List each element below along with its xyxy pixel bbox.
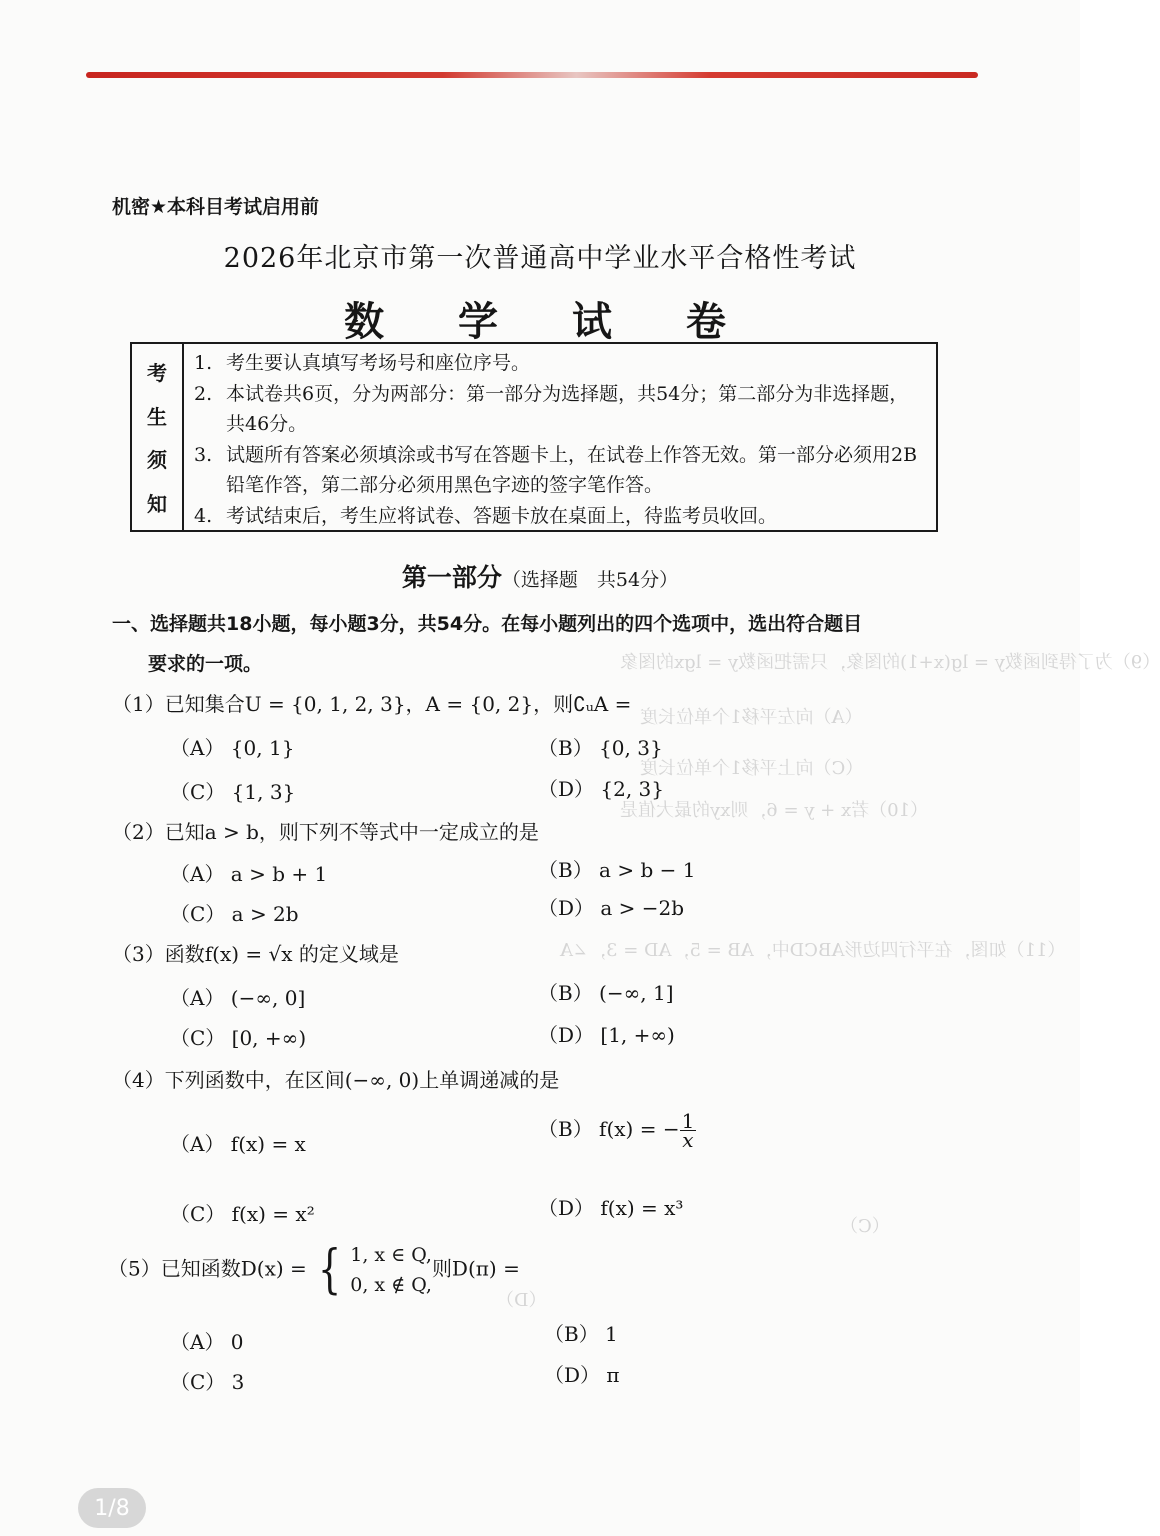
show-through-text: （11）如图，在平行四边形ABCD中，AB = 5，AD = 3，∠A <box>560 940 1066 961</box>
confidential-label: 机密★本科目考试启用前 <box>112 196 320 218</box>
notice-item: 1. 考生要认真填写考场号和座位序号。 <box>194 352 531 374</box>
show-through-text: （C） <box>840 1216 890 1237</box>
question-3: （3）函数f(x) = √x 的定义域是 <box>112 942 399 966</box>
show-through-text: （9）为了得到函数y = lg(x+1)的图象，只需把函数y = lgx的图象 <box>620 652 1160 673</box>
option-a: （A） f(x) = x <box>170 1132 306 1156</box>
option-b: （B） 1 <box>544 1322 618 1346</box>
notice-label-char: 知 <box>147 491 167 516</box>
question-5: （5）已知函数D(x) = { 1, x ∈ Q, 0, x ∉ Q, 则D(π) = <box>108 1240 520 1300</box>
option-d: （D） a > −2b <box>538 896 685 920</box>
page-indicator[interactable]: 1/8 <box>78 1488 146 1528</box>
question-4: （4）下列函数中，在区间(−∞, 0)上单调递减的是 <box>112 1068 560 1092</box>
show-through-text: （A）向左平移1个单位长度 <box>640 707 863 728</box>
option-a: （A） a > b + 1 <box>170 862 328 886</box>
option-c: （C） f(x) = x² <box>170 1202 315 1226</box>
brace-glyph: { <box>318 1240 342 1300</box>
option-d: （D） π <box>544 1363 620 1387</box>
subject-title: 数 学 试 卷 <box>344 299 756 345</box>
option-a: （A） (−∞, 0] <box>170 986 306 1010</box>
option-a: （A） 0 <box>170 1330 244 1354</box>
part-one-title: 第一部分（选择题 共54分） <box>401 563 679 592</box>
question-1: （1）已知集合U = {0, 1, 2, 3}，A = {0, 2}，则∁ᵤA = <box>112 692 632 716</box>
option-b: （B） {0, 3} <box>538 736 663 760</box>
option-c: （C） {1, 3} <box>170 780 296 804</box>
show-through-text: （D） <box>496 1290 547 1311</box>
notice-item: 2. 本试卷共6页，分为两部分：第一部分为选择题，共54分；第二部分为非选择题，共46分。 <box>194 382 909 435</box>
piecewise-function: { 1, x ∈ Q, 0, x ∉ Q, <box>318 1240 432 1300</box>
red-header-line <box>86 72 978 78</box>
option-b: （B） (−∞, 1] <box>538 981 674 1005</box>
notice-item: 4. 考试结束后，考生应将试卷、答题卡放在桌面上，待监考员收回。 <box>194 504 778 527</box>
option-a: （A） {0, 1} <box>170 736 295 760</box>
notice-items <box>184 344 936 530</box>
option-c: （C） a > 2b <box>170 902 299 926</box>
option-b: （B） f(x) = − $\frac{1}{x}$ <box>538 1109 695 1152</box>
notice-label-char: 生 <box>147 404 167 429</box>
notice-label-char: 考 <box>147 361 167 386</box>
show-through-text: （10）若x + y = 6，则xy的最大值是 <box>620 800 929 821</box>
option-d: （D） f(x) = x³ <box>538 1196 684 1220</box>
show-through-text: （C）向上平移1个单位长度 <box>640 758 864 779</box>
fraction: $\frac{1}{x}$ <box>681 1109 695 1152</box>
notice-item: 3. 试题所有答案必须填涂或书写在答题卡上，在试卷上作答无效。第一部分必须用2B铅笔作答，第二部分必须用黑色字迹的签字笔作答。 <box>194 443 918 496</box>
question-2: （2）已知a > b，则下列不等式中一定成立的是 <box>112 820 539 844</box>
option-c: （C） 3 <box>170 1370 245 1394</box>
option-d: （D） {2, 3} <box>538 777 665 801</box>
option-b: （B） a > b − 1 <box>538 858 696 882</box>
section-instructions: 一、选择题共18小题，每小题3分，共54分。在每小题列出的四个选项中，选出符合题目 要求的一项。 <box>112 613 863 675</box>
notice-label-char: 须 <box>147 448 167 473</box>
option-d: （D） [1, +∞) <box>538 1023 675 1047</box>
option-c: （C） [0, +∞) <box>170 1026 307 1050</box>
exam-title: 2026年北京市第一次普通高中学业水平合格性考试 <box>223 243 857 274</box>
notice-label <box>132 344 184 530</box>
candidate-notice-box <box>130 342 938 532</box>
